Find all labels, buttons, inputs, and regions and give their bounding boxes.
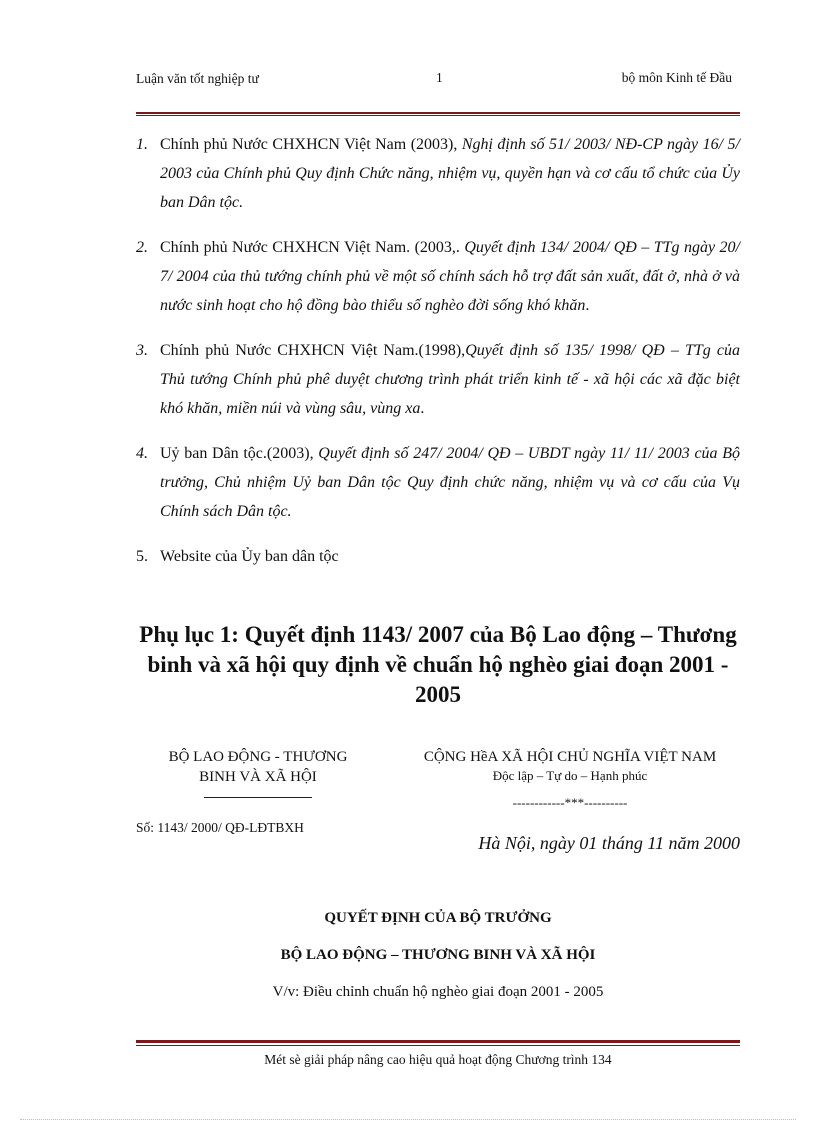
reference-title: Quyết định 134/ 2004/ QĐ – TTg ngày 20/ 7/ 2004 của thủ tướng chính phủ về một số chính sách hỗ trợ đất sản xuất, đất ở, nhà ở và nước sinh hoạt cho hộ đồng bào thiểu số nghèo đời sống khó khăn — [160, 239, 740, 314]
appendix-title: Phụ lục 1: Quyết định 1143/ 2007 của Bộ Lao động – Thương binh và xã hội quy định về chuẩn hộ nghèo giai đoạn 2001 - 2005 — [139, 622, 737, 707]
decision-title: QUYẾT ĐỊNH CỦA BỘ TRƯỞNG — [324, 910, 552, 926]
national-motto: Độc lập – Tự do – Hạnh phúc — [492, 768, 648, 783]
ministry-name-line1: BỘ LAO ĐỘNG - THƯƠNG — [168, 749, 348, 765]
header-page-number: 1 — [436, 70, 443, 85]
decision-ministry: BỘ LAO ĐỘNG – THƯƠNG BINH VÀ XÃ HỘI — [280, 947, 596, 963]
ministry-name-line2: BINH VÀ XÃ HỘI — [199, 769, 317, 785]
reference-number: 1. — [136, 136, 148, 153]
reference-item — [136, 130, 740, 217]
reference-author: Uỷ ban Dân tộc.(2003), — [160, 445, 319, 462]
reference-title: Nghị định số 51/ 2003/ NĐ-CP ngày 16/ 5/ 2003 của Chính phủ Quy định Chức năng, nhiệm vụ, quyền hạn và cơ cấu tổ chức của Ủy ban Dân tộc. — [160, 136, 740, 211]
footer-rule — [136, 1040, 740, 1043]
decision-subject: V/v: Điều chỉnh chuẩn hộ nghèo giai đoạn 2001 - 2005 — [272, 984, 604, 1000]
header-right-text: bộ môn Kinh tế Đầu — [621, 70, 732, 85]
reference-author: Chính phủ Nước CHXHCN Việt Nam.(1998), — [160, 342, 466, 359]
reference-item — [136, 233, 740, 320]
header-rule — [136, 112, 740, 114]
reference-author: Chính phủ Nước CHXHCN Việt Nam. (2003,. — [160, 239, 465, 256]
motto-separator: ------------***---------- — [512, 795, 628, 810]
footer-rule-thin — [136, 1045, 740, 1046]
reference-number: 3. — [136, 342, 148, 359]
page-footer: Mét sè giải pháp nâng cao hiệu quả hoạt động Chương trình 134 — [264, 1052, 612, 1067]
reference-item — [136, 439, 740, 526]
republic-name: CỘNG HềA XÃ HỘI CHỦ NGHĨA VIỆT NAM — [423, 749, 717, 765]
page-bottom-dotted-line — [20, 1119, 796, 1120]
header-rule-thin — [136, 115, 740, 116]
reference-number: 4. — [136, 445, 148, 462]
ministry-underline — [204, 797, 312, 798]
header-left-text: Luận văn tốt nghiệp tư — [136, 71, 259, 86]
reference-number: 5. — [136, 548, 148, 565]
national-header — [392, 747, 748, 811]
page-header — [136, 70, 740, 110]
reference-author: Website của Ủy ban dân tộc — [160, 548, 339, 565]
reference-title: Quyết định số 135/ 1998/ QĐ – TTg của Thủ tướng Chính phủ phê duyệt chương trình phát triển kinh tế - xã hội các xã đặc biệt khó khăn, miền núi và vùng sâu, vùng xa — [160, 342, 740, 417]
reference-item — [136, 336, 740, 423]
reference-list — [136, 130, 740, 587]
reference-tail: . — [585, 297, 590, 314]
reference-author: Chính phủ Nước CHXHCN Việt Nam (2003), — [160, 136, 462, 153]
issuer-block — [136, 747, 380, 798]
place-date: Hà Nội, ngày 01 tháng 11 năm 2000 — [478, 833, 740, 853]
reference-tail: . — [420, 400, 425, 417]
reference-item — [136, 542, 740, 571]
reference-number: 2. — [136, 239, 148, 256]
reference-title: Quyết định số 247/ 2004/ QĐ – UBDT ngày 11/ 11/ 2003 của Bộ trưởng, Chủ nhiệm Uỷ ban Dân tộc Quy định chức năng, nhiệm vụ và cơ cấu của Vụ Chính sách Dân tộc. — [160, 445, 741, 520]
decision-number: Số: 1143/ 2000/ QĐ-LĐTBXH — [136, 820, 304, 835]
